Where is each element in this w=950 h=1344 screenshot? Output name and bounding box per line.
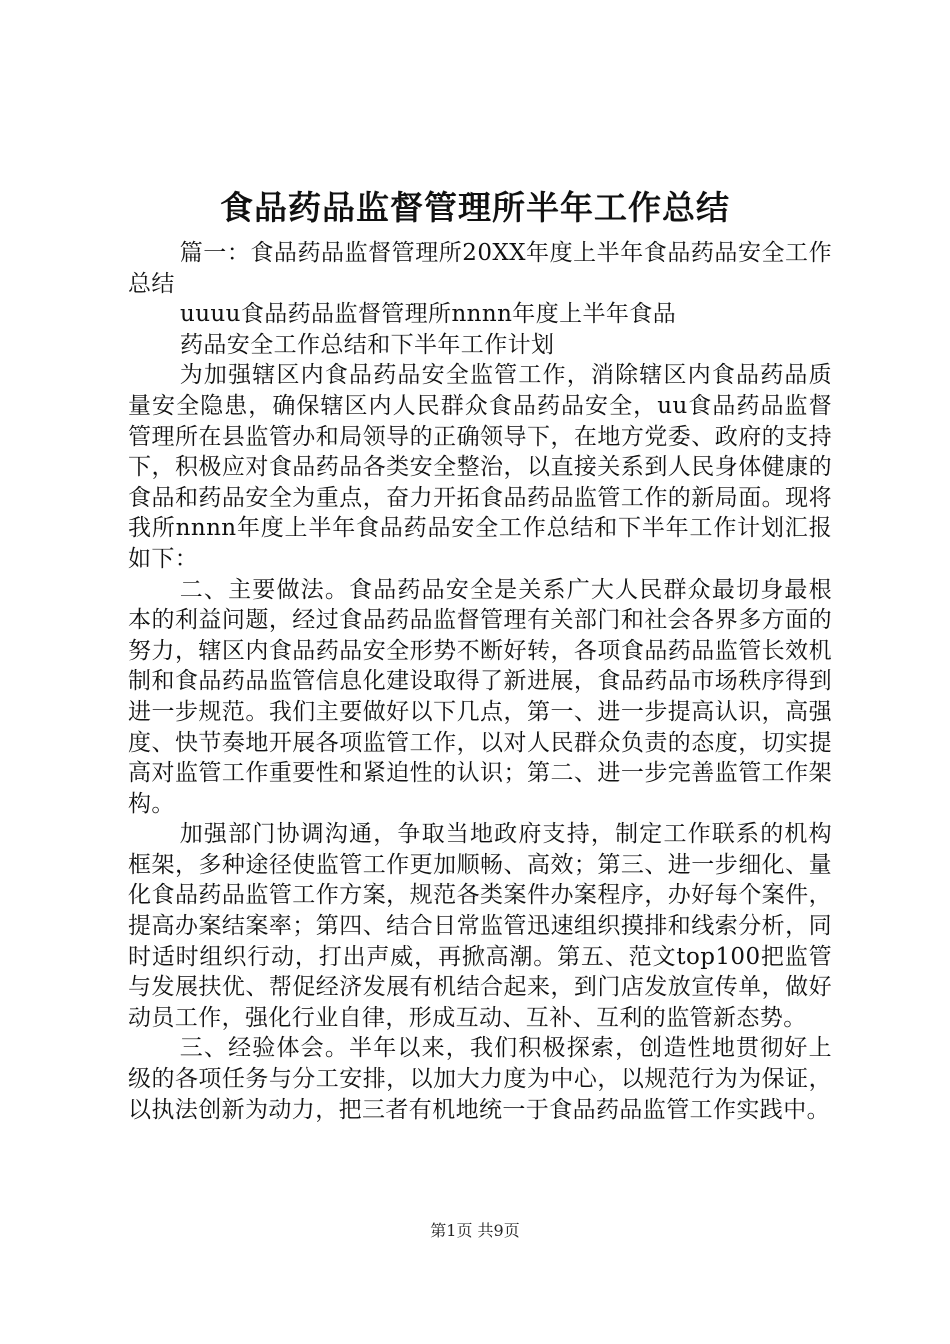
paragraph-intro: 为加强辖区内食品药品安全监管工作，消除辖区内食品药品质量安全隐患，确保辖区内人民群众食品药品安全，uu食品药品监督管理所在县监管办和局领导的正确领导下，在地方党委、政府的支持下，积极应对食品药品各类安全整治，以直接关系到人民身体健康的食品和药品安全为重点，奋力开拓食品药品监管工作的新局面。现将我所nnnn年度上半年食品药品安全工作总结和下半年工作计划汇报如下： [128, 362, 832, 572]
document-title: 食品药品监督管理所半年工作总结 [220, 188, 730, 227]
document-body [128, 238, 832, 1125]
paragraph-subtitle-line1: uuuu食品药品监督管理所nnnn年度上半年食品 [180, 301, 677, 328]
paragraph-subtitle-line2: 药品安全工作总结和下半年工作计划 [180, 331, 555, 358]
paragraph-experience: 三、经验体会。半年以来，我们积极探索，创造性地贯彻好上级的各项任务与分工安排，以加大力度为中心，以规范行为为保证，以执法创新为动力，把三者有机地统一于食品药品监管工作实践中。 [128, 1035, 832, 1123]
page-number: 第1页 共9页 [430, 1221, 520, 1240]
paragraph-heading: 篇一：食品药品监督管理所20XX年度上半年食品药品安全工作总结 [128, 240, 832, 297]
paragraph-coordination: 加强部门协调沟通，争取当地政府支持，制定工作联系的机构框架，多种途径使监管工作更加顺畅、高效；第三、进一步细化、量化食品药品监管工作方案，规范各类案件办案程序，办好每个案件，提高办案结案率；第四、结合日常监管迅速组织摸排和线索分析，同时适时组织行动，打出声威，再掀高潮。第五、范文top100把监管与发展扶优、帮促经济发展有机结合起来，到门店发放宣传单，做好动员工作，强化行业自律，形成互动、互补、互利的监管新态势。 [128, 821, 832, 1031]
paragraph-main-practices: 二、主要做法。食品药品安全是关系广大人民群众最切身最根本的利益问题，经过食品药品监督管理有关部门和社会各界多方面的努力，辖区内食品药品安全形势不断好转，各项食品药品监管长效机制和食品药品监管信息化建设取得了新进展，食品药品市场秩序得到进一步规范。我们主要做好以下几点，第一、进一步提高认识，高强度、快节奏地开展各项监管工作，以对人民群众负责的态度，切实提高对监管工作重要性和紧迫性的认识；第二、进一步完善监管工作架构。 [128, 576, 832, 817]
